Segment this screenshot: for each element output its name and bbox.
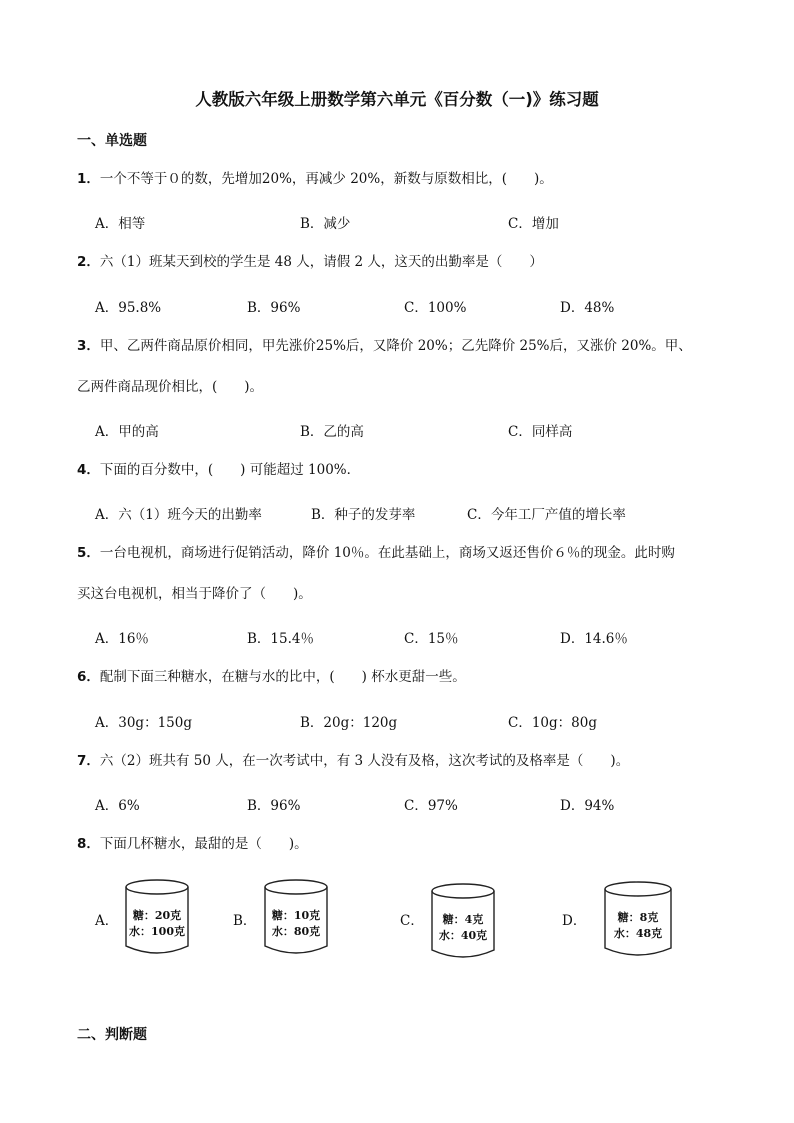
option-a[interactable]: A．6%: [95, 798, 140, 814]
option-a[interactable]: A．甲的高: [95, 424, 159, 440]
option-c[interactable]: C．15％: [404, 631, 459, 647]
option-b[interactable]: B．减少: [300, 216, 351, 232]
option-b-label[interactable]: B．: [233, 913, 257, 929]
cup-d[interactable]: [603, 880, 673, 958]
question-text-continued: 乙两件商品现价相比，( )。: [77, 379, 264, 395]
question-number: 3．: [77, 338, 100, 354]
option-d[interactable]: D．94%: [560, 798, 615, 814]
option-a[interactable]: A．相等: [95, 216, 146, 232]
question-4: [77, 450, 727, 491]
question-1: [77, 159, 727, 200]
option-b[interactable]: B．96%: [247, 798, 301, 814]
question-6: [77, 657, 727, 698]
question-text: 一个不等于０的数，先增加20%，再减少 20%，新数与原数相比，( )。: [99, 171, 553, 187]
sugar-amount: 糖：8克: [617, 911, 659, 924]
option-c[interactable]: C．同样高: [508, 424, 573, 440]
option-d-label[interactable]: D．: [562, 913, 587, 929]
option-a[interactable]: A．95.8%: [95, 300, 162, 316]
option-d[interactable]: D．14.6％: [560, 631, 628, 647]
option-b[interactable]: B．20g：120g: [300, 715, 398, 731]
question-5: [77, 533, 727, 615]
option-b[interactable]: B．15.4％: [247, 631, 314, 647]
sugar-amount: 糖：10克: [271, 909, 321, 922]
question-text: 甲、乙两件商品原价相同，甲先涨价25%后，又降价 20%；乙先降价 25%后，又涨价 20%。甲、: [99, 338, 692, 354]
question-text: 六（1）班某天到校的学生是 48 人，请假 2 人，这天的出勤率是（ ）: [99, 254, 543, 270]
water-amount: 水：40克: [438, 929, 488, 942]
question-text: 六（2）班共有 50 人，在一次考试中，有 3 人没有及格，这次考试的及格率是（ )。: [99, 753, 630, 769]
option-a[interactable]: A．六（1）班今天的出勤率: [95, 507, 262, 523]
question-number: 8．: [77, 836, 100, 852]
cup-b[interactable]: [263, 878, 329, 956]
option-c-label[interactable]: C．: [400, 913, 424, 929]
sugar-amount: 糖：20克: [132, 909, 182, 922]
option-c[interactable]: C．10g：80g: [508, 715, 597, 731]
water-amount: 水：80克: [271, 925, 321, 938]
sugar-amount: 糖：4克: [442, 913, 484, 926]
question-7: [77, 741, 727, 782]
option-a[interactable]: A．30g：150g: [95, 715, 192, 731]
option-c[interactable]: C．增加: [508, 216, 559, 232]
question-text-continued: 买这台电视机，相当于降价了（ )。: [77, 586, 312, 602]
water-amount: 水：100克: [129, 925, 185, 938]
cup-a[interactable]: [124, 878, 190, 956]
cup-c[interactable]: [430, 882, 496, 960]
question-number: 6．: [77, 669, 100, 685]
water-amount: 水：48克: [613, 927, 663, 940]
question-text: 下面几杯糖水，最甜的是（ )。: [99, 836, 308, 852]
question-text: 一台电视机，商场进行促销活动，降价 10％。在此基础上，商场又返还售价６％的现金。此时购: [99, 545, 675, 561]
option-a[interactable]: A．16％: [95, 631, 149, 647]
question-number: 4．: [77, 462, 100, 478]
option-c[interactable]: C．今年工厂产值的增长率: [467, 507, 626, 523]
question-number: 1．: [77, 171, 100, 187]
question-number: 2．: [77, 254, 100, 270]
option-c[interactable]: C．100%: [404, 300, 467, 316]
option-b[interactable]: B．96%: [247, 300, 301, 316]
option-d[interactable]: D．48%: [560, 300, 615, 316]
question-text: 下面的百分数中，( ) 可能超过 100%．: [99, 462, 361, 478]
option-a-label[interactable]: A．: [95, 913, 119, 929]
option-c[interactable]: C．97%: [404, 798, 458, 814]
section-heading-single-choice: 一、单选题: [77, 133, 147, 149]
question-number: 7．: [77, 753, 100, 769]
section-heading-true-false: 二、判断题: [77, 1027, 147, 1043]
question-number: 5．: [77, 545, 100, 561]
question-text: 配制下面三种糖水，在糖与水的比中，( ) 杯水更甜一些。: [99, 669, 466, 685]
page-title: 人教版六年级上册数学第六单元《百分数（一)》练习题: [195, 90, 599, 109]
question-2: [77, 242, 727, 283]
question-3: [77, 326, 727, 408]
option-b[interactable]: B．乙的高: [300, 424, 364, 440]
question-8: [77, 824, 727, 865]
option-b[interactable]: B．种子的发芽率: [311, 507, 416, 523]
